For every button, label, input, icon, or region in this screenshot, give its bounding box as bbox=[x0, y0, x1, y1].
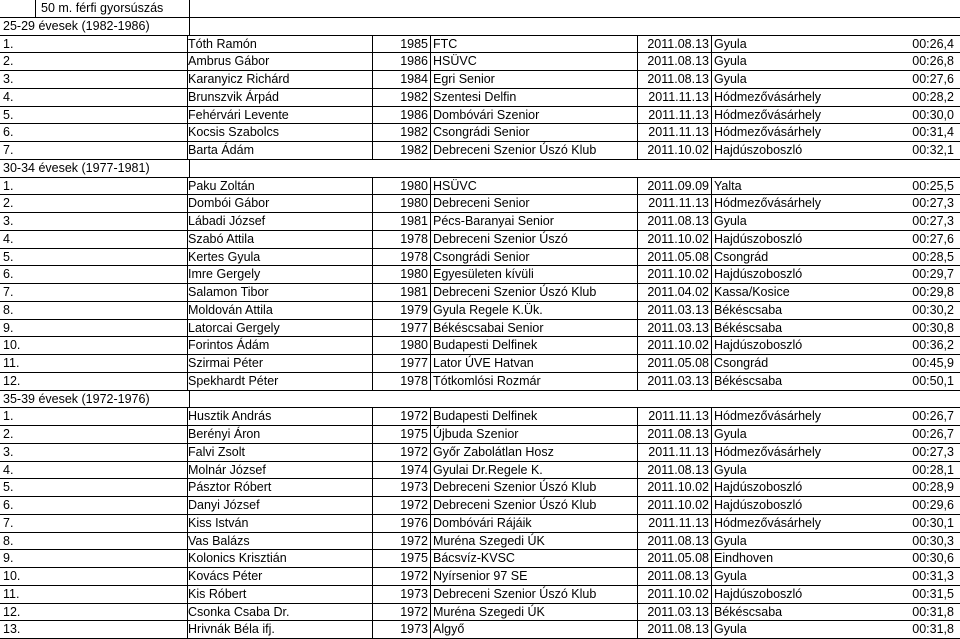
result-row bbox=[0, 213, 960, 231]
result-place: Csongrád bbox=[714, 356, 769, 370]
result-place: Gyula bbox=[714, 54, 747, 69]
result-place: Hódmezővásárhely bbox=[714, 196, 821, 211]
result-date: 2011.11.13 bbox=[638, 195, 712, 212]
result-time: 00:27,3 bbox=[912, 444, 954, 459]
result-place: Gyula bbox=[714, 462, 747, 477]
result-row bbox=[0, 284, 960, 302]
result-time: 00:50,1 bbox=[912, 373, 954, 388]
result-year: 1973 bbox=[373, 586, 431, 603]
result-date: 2011.08.13 bbox=[638, 53, 712, 70]
result-year: 1986 bbox=[373, 53, 431, 70]
age-group-heading: 30-34 évesek (1977-1981) bbox=[0, 160, 190, 177]
result-place: Hajdúszoboszló bbox=[714, 498, 803, 512]
result-year: 1972 bbox=[373, 533, 431, 550]
result-time: 00:31,8 bbox=[912, 622, 954, 637]
result-time: 00:25,5 bbox=[912, 178, 954, 193]
result-name: Lábadi József bbox=[188, 213, 373, 230]
result-name: Kiss István bbox=[188, 515, 373, 532]
result-year: 1981 bbox=[373, 284, 431, 301]
result-club: Egyesületen kívüli bbox=[431, 266, 638, 283]
result-time: 00:26,4 bbox=[912, 36, 954, 51]
result-name: Husztik András bbox=[188, 408, 373, 425]
result-time: 00:32,1 bbox=[912, 143, 954, 157]
result-rank: 9. bbox=[0, 320, 188, 337]
result-club: HSÜVC bbox=[431, 178, 638, 195]
result-year: 1982 bbox=[373, 142, 431, 159]
result-time: 00:36,2 bbox=[912, 338, 954, 353]
result-place: Békéscsaba bbox=[714, 604, 783, 619]
result-name: Fehérvári Levente bbox=[188, 107, 373, 124]
result-time: 00:26,7 bbox=[912, 427, 954, 441]
result-rank: 13. bbox=[0, 621, 188, 638]
result-rank: 5. bbox=[0, 249, 188, 266]
result-name: Ambrus Gábor bbox=[188, 53, 373, 70]
result-date: 2011.05.08 bbox=[638, 355, 712, 372]
result-row bbox=[0, 302, 960, 320]
result-name: Salamon Tibor bbox=[188, 284, 373, 301]
result-rank: 2. bbox=[0, 53, 188, 70]
result-year: 1981 bbox=[373, 213, 431, 230]
result-time: 00:28,9 bbox=[912, 480, 954, 495]
result-rank: 10. bbox=[0, 337, 188, 354]
result-place: Hódmezővásárhely bbox=[714, 89, 821, 104]
result-time: 00:26,7 bbox=[912, 409, 954, 424]
result-date: 2011.03.13 bbox=[638, 373, 712, 390]
result-place: Hajdúszoboszló bbox=[714, 143, 803, 157]
result-rank: 11. bbox=[0, 355, 188, 372]
result-row bbox=[0, 497, 960, 515]
result-place: Gyula bbox=[714, 622, 747, 637]
result-year: 1977 bbox=[373, 355, 431, 372]
result-date: 2011.11.13 bbox=[638, 444, 712, 461]
result-club: Debreceni Szenior Úszó bbox=[431, 231, 638, 248]
result-club: Tótkomlósi Rozmár bbox=[431, 373, 638, 390]
result-row bbox=[0, 426, 960, 444]
result-date: 2011.10.02 bbox=[638, 266, 712, 283]
result-date: 2011.04.02 bbox=[638, 284, 712, 301]
result-name: Falvi Zsolt bbox=[188, 444, 373, 461]
result-name: Danyi József bbox=[188, 497, 373, 514]
result-club: Debreceni Szenior Úszó Klub bbox=[431, 586, 638, 603]
result-club: Pécs-Baranyai Senior bbox=[431, 213, 638, 230]
result-place: Kassa/Kosice bbox=[714, 285, 790, 299]
result-club: Egri Senior bbox=[431, 71, 638, 88]
result-name: Imre Gergely bbox=[188, 266, 373, 283]
result-rank: 4. bbox=[0, 231, 188, 248]
result-time: 00:31,4 bbox=[912, 125, 954, 140]
result-date: 2011.05.08 bbox=[638, 249, 712, 266]
result-name: Dombói Gábor bbox=[188, 195, 373, 212]
result-date: 2011.11.13 bbox=[638, 89, 712, 106]
result-time: 00:31,5 bbox=[912, 586, 954, 601]
result-row bbox=[0, 462, 960, 480]
result-place: Hódmezővásárhely bbox=[714, 515, 821, 530]
result-row bbox=[0, 444, 960, 462]
result-rank: 12. bbox=[0, 604, 188, 621]
age-group-heading: 25-29 évesek (1982-1986) bbox=[0, 18, 190, 35]
result-row bbox=[0, 355, 960, 373]
result-name: Spekhardt Péter bbox=[188, 373, 373, 390]
result-place: Gyula bbox=[714, 533, 747, 548]
result-rank: 3. bbox=[0, 444, 188, 461]
result-place: Békéscsaba bbox=[714, 373, 783, 388]
result-rank: 8. bbox=[0, 302, 188, 319]
result-rank: 7. bbox=[0, 284, 188, 301]
result-club: Muréna Szegedi ÚK bbox=[431, 604, 638, 621]
result-rank: 5. bbox=[0, 479, 188, 496]
result-date: 2011.03.13 bbox=[638, 320, 712, 337]
result-date: 2011.11.13 bbox=[638, 107, 712, 124]
result-row bbox=[0, 515, 960, 533]
result-place: Yalta bbox=[714, 178, 742, 193]
result-year: 1984 bbox=[373, 71, 431, 88]
result-date: 2011.08.13 bbox=[638, 621, 712, 638]
result-date: 2011.10.02 bbox=[638, 479, 712, 496]
result-place: Hódmezővásárhely bbox=[714, 444, 821, 459]
result-time: 00:30,2 bbox=[912, 302, 954, 317]
result-date: 2011.08.13 bbox=[638, 462, 712, 479]
result-row bbox=[0, 36, 960, 54]
result-year: 1972 bbox=[373, 497, 431, 514]
result-time: 00:26,8 bbox=[912, 54, 954, 69]
result-year: 1972 bbox=[373, 604, 431, 621]
result-club: Nyírsenior 97 SE bbox=[431, 568, 638, 585]
result-rank: 7. bbox=[0, 142, 188, 159]
result-row bbox=[0, 586, 960, 604]
result-name: Brunszvik Árpád bbox=[188, 89, 373, 106]
result-club: Győr Zabolátlan Hosz bbox=[431, 444, 638, 461]
result-row bbox=[0, 89, 960, 107]
result-year: 1978 bbox=[373, 231, 431, 248]
result-club: Debreceni Senior bbox=[431, 195, 638, 212]
result-name: Hrivnák Béla ifj. bbox=[188, 621, 373, 638]
result-club: Újbuda Szenior bbox=[431, 426, 638, 443]
result-year: 1978 bbox=[373, 373, 431, 390]
result-time: 00:30,1 bbox=[912, 515, 954, 530]
result-club: Debreceni Szenior Úszó Klub bbox=[431, 284, 638, 301]
result-club: Dombóvári Szenior bbox=[431, 107, 638, 124]
result-place: Békéscsaba bbox=[714, 302, 783, 317]
result-name: Kis Róbert bbox=[188, 586, 373, 603]
result-date: 2011.10.02 bbox=[638, 337, 712, 354]
result-row bbox=[0, 533, 960, 551]
age-group-heading-row bbox=[0, 391, 960, 409]
result-rank: 2. bbox=[0, 195, 188, 212]
result-year: 1973 bbox=[373, 479, 431, 496]
result-name: Szirmai Péter bbox=[188, 355, 373, 372]
result-club: Csongrádi Senior bbox=[431, 124, 638, 141]
result-year: 1982 bbox=[373, 89, 431, 106]
result-club: Dombóvári Rájáik bbox=[431, 515, 638, 532]
result-place: Hajdúszoboszló bbox=[714, 480, 803, 495]
result-name: Kertes Gyula bbox=[188, 249, 373, 266]
result-rank: 4. bbox=[0, 89, 188, 106]
result-year: 1980 bbox=[373, 178, 431, 195]
age-group-heading: 35-39 évesek (1972-1976) bbox=[0, 391, 190, 408]
result-club: Gyula Regele K.Ük. bbox=[431, 302, 638, 319]
result-place: Gyula bbox=[714, 72, 747, 86]
result-name: Moldován Attila bbox=[188, 302, 373, 319]
sheet-title-row bbox=[0, 0, 960, 18]
result-row bbox=[0, 195, 960, 213]
result-time: 00:30,0 bbox=[912, 107, 954, 122]
result-row bbox=[0, 231, 960, 249]
result-name: Pásztor Róbert bbox=[188, 479, 373, 496]
result-name: Karanyicz Richárd bbox=[188, 71, 373, 88]
result-place: Gyula bbox=[714, 569, 747, 583]
result-name: Kolonics Krisztián bbox=[188, 550, 373, 567]
result-date: 2011.11.13 bbox=[638, 408, 712, 425]
result-rank: 6. bbox=[0, 124, 188, 141]
result-time: 00:30,8 bbox=[912, 320, 954, 335]
result-rank: 12. bbox=[0, 373, 188, 390]
result-year: 1976 bbox=[373, 515, 431, 532]
result-club: FTC bbox=[431, 36, 638, 53]
result-time: 00:29,8 bbox=[912, 285, 954, 299]
result-rank: 4. bbox=[0, 462, 188, 479]
result-time: 00:31,3 bbox=[912, 569, 954, 583]
result-name: Barta Ádám bbox=[188, 142, 373, 159]
result-time: 00:28,5 bbox=[912, 249, 954, 264]
result-place: Hajdúszoboszló bbox=[714, 231, 803, 246]
result-name: Tóth Ramón bbox=[188, 36, 373, 53]
result-club: Muréna Szegedi ÚK bbox=[431, 533, 638, 550]
result-row bbox=[0, 178, 960, 196]
result-name: Latorcai Gergely bbox=[188, 320, 373, 337]
result-date: 2011.10.02 bbox=[638, 142, 712, 159]
result-club: Algyő bbox=[431, 621, 638, 638]
result-time: 00:28,1 bbox=[912, 462, 954, 477]
result-place: Hajdúszoboszló bbox=[714, 586, 803, 601]
result-time: 00:29,7 bbox=[912, 267, 954, 282]
result-row bbox=[0, 604, 960, 622]
result-row bbox=[0, 124, 960, 142]
result-club: Debreceni Szenior Úszó Klub bbox=[431, 142, 638, 159]
result-club: HSÜVC bbox=[431, 53, 638, 70]
result-year: 1972 bbox=[373, 568, 431, 585]
result-date: 2011.05.08 bbox=[638, 550, 712, 567]
result-rank: 1. bbox=[0, 408, 188, 425]
result-rank: 1. bbox=[0, 178, 188, 195]
result-year: 1974 bbox=[373, 462, 431, 479]
result-row bbox=[0, 568, 960, 586]
result-club: Budapesti Delfinek bbox=[431, 408, 638, 425]
result-club: Budapesti Delfinek bbox=[431, 337, 638, 354]
result-year: 1980 bbox=[373, 266, 431, 283]
result-time: 00:30,3 bbox=[912, 533, 954, 548]
result-row bbox=[0, 249, 960, 267]
result-date: 2011.10.02 bbox=[638, 586, 712, 603]
result-club: Szentesi Delfin bbox=[431, 89, 638, 106]
result-year: 1972 bbox=[373, 408, 431, 425]
result-club: Bácsvíz-KVSC bbox=[431, 550, 638, 567]
result-date: 2011.08.13 bbox=[638, 213, 712, 230]
result-place: Hajdúszoboszló bbox=[714, 267, 803, 282]
result-rank: 8. bbox=[0, 533, 188, 550]
result-club: Debreceni Szenior Úszó Klub bbox=[431, 479, 638, 496]
result-name: Szabó Attila bbox=[188, 231, 373, 248]
result-club: Debreceni Szenior Úszó Klub bbox=[431, 497, 638, 514]
result-date: 2011.10.02 bbox=[638, 231, 712, 248]
age-group-heading-row bbox=[0, 160, 960, 178]
result-row bbox=[0, 621, 960, 639]
result-date: 2011.08.13 bbox=[638, 426, 712, 443]
result-club: Gyulai Dr.Regele K. bbox=[431, 462, 638, 479]
result-place: Gyula bbox=[714, 427, 747, 441]
result-row bbox=[0, 53, 960, 71]
result-place: Hódmezővásárhely bbox=[714, 107, 821, 122]
result-date: 2011.11.13 bbox=[638, 124, 712, 141]
result-name: Csonka Csaba Dr. bbox=[188, 604, 373, 621]
result-club: Lator ÚVE Hatvan bbox=[431, 355, 638, 372]
result-place: Gyula bbox=[714, 214, 747, 228]
result-name: Berényi Áron bbox=[188, 426, 373, 443]
result-rank: 9. bbox=[0, 550, 188, 567]
result-date: 2011.08.13 bbox=[638, 71, 712, 88]
result-date: 2011.08.13 bbox=[638, 568, 712, 585]
result-rank: 6. bbox=[0, 497, 188, 514]
result-place: Hódmezővásárhely bbox=[714, 125, 821, 140]
result-date: 2011.09.09 bbox=[638, 178, 712, 195]
result-name: Molnár József bbox=[188, 462, 373, 479]
result-rank: 3. bbox=[0, 71, 188, 88]
result-time: 00:30,6 bbox=[912, 551, 954, 566]
result-year: 1975 bbox=[373, 550, 431, 567]
result-date: 2011.08.13 bbox=[638, 36, 712, 53]
result-place: Eindhoven bbox=[714, 551, 774, 566]
result-year: 1980 bbox=[373, 195, 431, 212]
result-year: 1975 bbox=[373, 426, 431, 443]
result-place: Csongrád bbox=[714, 249, 769, 264]
result-year: 1982 bbox=[373, 124, 431, 141]
result-name: Kovács Péter bbox=[188, 568, 373, 585]
result-place: Gyula bbox=[714, 36, 747, 51]
result-year: 1980 bbox=[373, 337, 431, 354]
result-rank: 3. bbox=[0, 213, 188, 230]
result-time: 00:27,6 bbox=[912, 72, 954, 86]
age-group-heading-row bbox=[0, 18, 960, 36]
result-year: 1985 bbox=[373, 36, 431, 53]
result-row bbox=[0, 142, 960, 160]
result-name: Kocsis Szabolcs bbox=[188, 124, 373, 141]
result-time: 00:29,6 bbox=[912, 498, 954, 512]
result-rank: 5. bbox=[0, 107, 188, 124]
result-row bbox=[0, 373, 960, 391]
result-date: 2011.03.13 bbox=[638, 604, 712, 621]
result-year: 1977 bbox=[373, 320, 431, 337]
result-date: 2011.11.13 bbox=[638, 515, 712, 532]
result-place: Hajdúszoboszló bbox=[714, 338, 803, 353]
result-club: Csongrádi Senior bbox=[431, 249, 638, 266]
result-rank: 7. bbox=[0, 515, 188, 532]
result-rank: 11. bbox=[0, 586, 188, 603]
result-rank: 6. bbox=[0, 266, 188, 283]
result-year: 1978 bbox=[373, 249, 431, 266]
result-rank: 10. bbox=[0, 568, 188, 585]
result-club: Békéscsabai Senior bbox=[431, 320, 638, 337]
result-row bbox=[0, 107, 960, 125]
result-time: 00:27,6 bbox=[912, 231, 954, 246]
result-row bbox=[0, 71, 960, 89]
sheet-title: 50 m. férfi gyorsúszás bbox=[35, 0, 190, 17]
result-row bbox=[0, 408, 960, 426]
result-rank: 2. bbox=[0, 426, 188, 443]
result-year: 1972 bbox=[373, 444, 431, 461]
result-name: Paku Zoltán bbox=[188, 178, 373, 195]
result-time: 00:27,3 bbox=[912, 214, 954, 228]
result-year: 1979 bbox=[373, 302, 431, 319]
result-row bbox=[0, 479, 960, 497]
result-name: Vas Balázs bbox=[188, 533, 373, 550]
result-time: 00:31,8 bbox=[912, 604, 954, 619]
result-date: 2011.03.13 bbox=[638, 302, 712, 319]
result-place: Békéscsaba bbox=[714, 320, 783, 335]
result-row bbox=[0, 337, 960, 355]
result-name: Forintos Ádám bbox=[188, 337, 373, 354]
result-row bbox=[0, 320, 960, 338]
result-time: 00:27,3 bbox=[912, 196, 954, 211]
result-year: 1986 bbox=[373, 107, 431, 124]
result-date: 2011.10.02 bbox=[638, 497, 712, 514]
result-date: 2011.08.13 bbox=[638, 533, 712, 550]
result-place: Hódmezővásárhely bbox=[714, 409, 821, 424]
result-row bbox=[0, 266, 960, 284]
result-year: 1973 bbox=[373, 621, 431, 638]
result-time: 00:28,2 bbox=[912, 89, 954, 104]
result-time: 00:45,9 bbox=[912, 356, 954, 370]
result-row bbox=[0, 550, 960, 568]
result-rank: 1. bbox=[0, 36, 188, 53]
